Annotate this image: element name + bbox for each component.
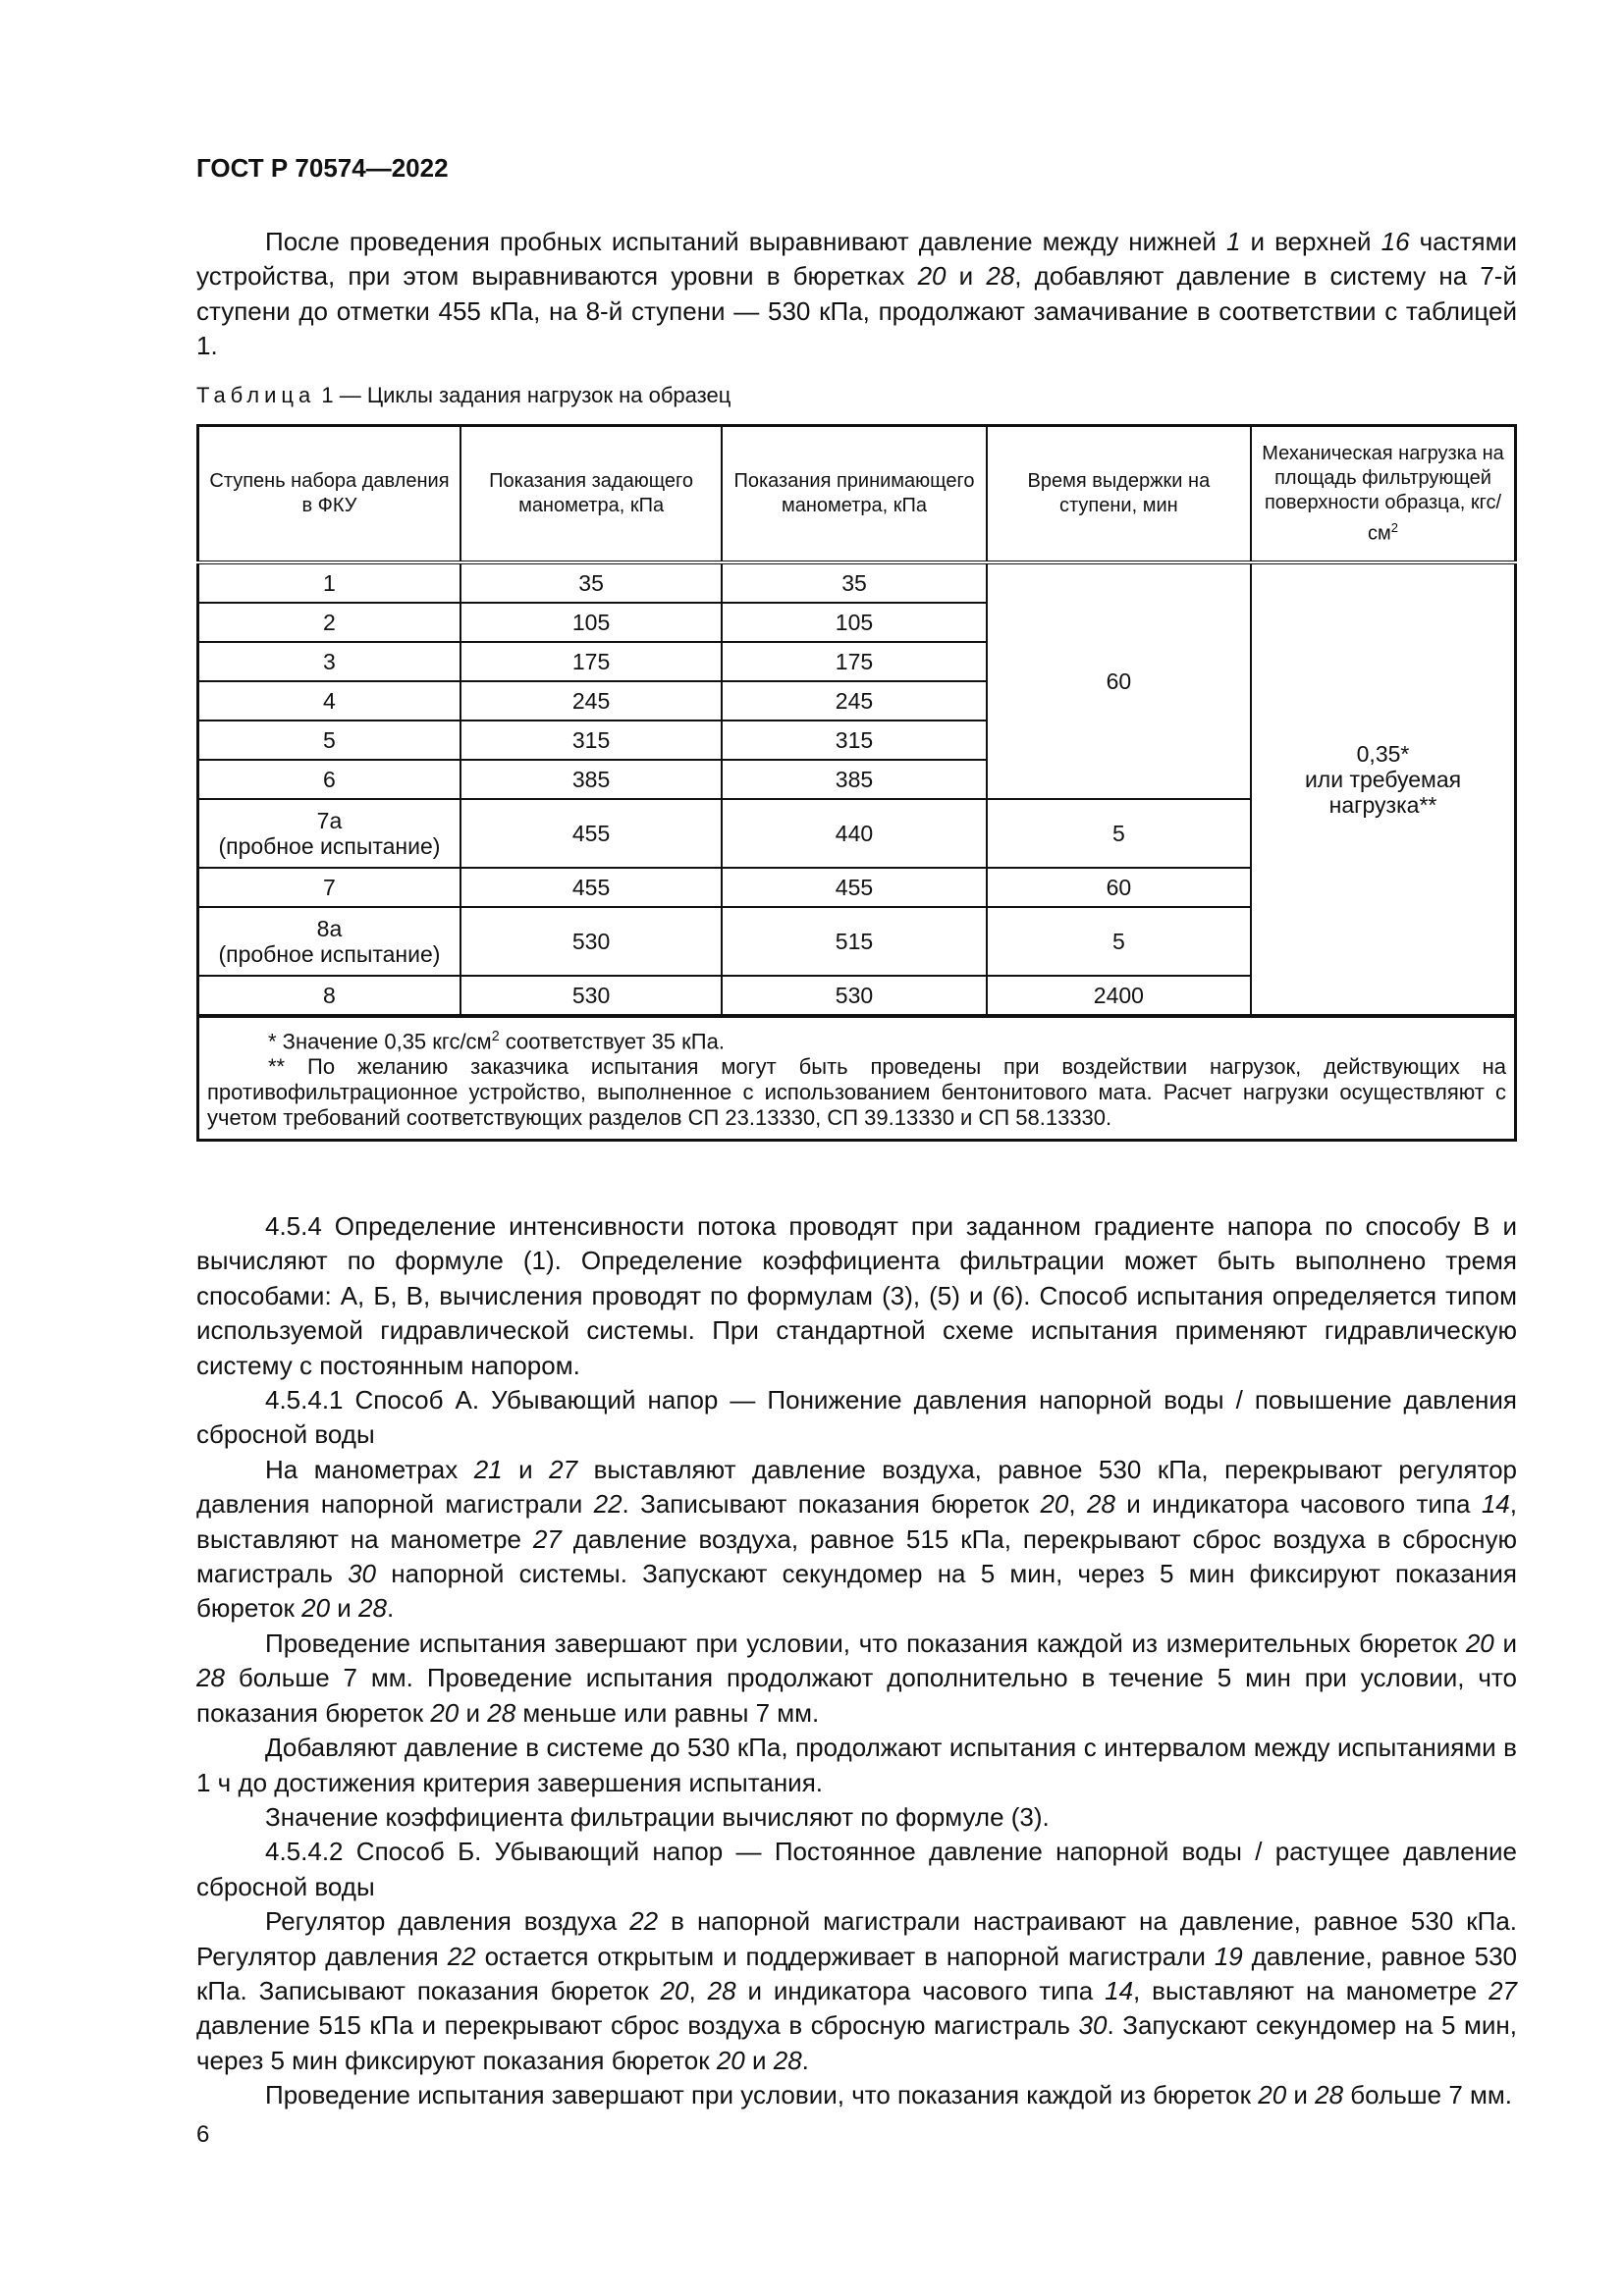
text-run: и индикатора часового типа bbox=[1114, 1489, 1482, 1520]
text-run: давление 515 кПа и перекрывают сброс воздуха в сбросную магистраль bbox=[196, 2010, 1079, 2041]
reference-number: 28 bbox=[1086, 1489, 1115, 1520]
header-sup: 2 bbox=[1390, 519, 1398, 535]
text-run: и индикатора часового типа bbox=[735, 1975, 1106, 2005]
reference-number: 20 bbox=[430, 1697, 460, 1728]
text-run: давление, равное 530 кПа. Записывают показания бюреток bbox=[196, 1941, 1518, 2005]
header-receiving-gauge: Показания принимающего манометра, кПа bbox=[722, 426, 986, 563]
text-run: 4.5.4.1 Способ А. Убывающий напор — Понижение давления напорной воды / повышение давления сбросной воды bbox=[196, 1385, 1517, 1450]
text-run: и bbox=[744, 2045, 774, 2075]
reference-number: 20 bbox=[1465, 1628, 1494, 1658]
text-run: и bbox=[1286, 2080, 1316, 2110]
cell-received-pressure: 385 bbox=[722, 760, 986, 799]
stage-note: (пробное испытание) bbox=[218, 941, 441, 967]
reference-number: 20 bbox=[301, 1593, 331, 1624]
footnote-1-text: * Значение 0,35 кгс/см bbox=[268, 1029, 492, 1054]
cell-received-pressure: 440 bbox=[722, 799, 986, 868]
body-paragraph bbox=[196, 1904, 1517, 2078]
cell-stage: 7 bbox=[198, 868, 460, 907]
cell-stage bbox=[198, 799, 460, 868]
reference-number: 28 bbox=[487, 1697, 516, 1728]
text-run: Добавляют давление в системе до 530 кПа, продолжают испытания с интервалом между испытаниями в 1 ч до достижения критерия завершения испытания. bbox=[196, 1733, 1517, 1797]
stage-label: 8а bbox=[316, 916, 343, 941]
text-run: и bbox=[330, 1593, 359, 1624]
text-run: больше 7 мм. bbox=[1343, 2080, 1512, 2110]
text-run: давление воздуха, равное 515 кПа, перекрывают сброс воздуха в сбросную магистраль bbox=[196, 1523, 1518, 1589]
text-run: На манометрах bbox=[265, 1454, 474, 1484]
text-run: . bbox=[801, 2045, 809, 2075]
reference-number: 28 bbox=[773, 2045, 802, 2075]
text-run: в напорной магистрали настраивают на давление, равное 530 кПа. Регулятор давления bbox=[196, 1906, 1518, 1971]
cell-hold-time: 60 bbox=[987, 868, 1251, 907]
stage-label: 7а bbox=[316, 808, 343, 833]
footnotes-cell bbox=[198, 1016, 1516, 1141]
footnote-2: ** По желанию заказчика испытания могут быть проведены при воздействии нагрузок, действующих на противофильтрационное устройство, выполненное с использованием бентонитового мата. Расчет нагрузки осуществляют с учетом требований соответствующих разделов СП 23.13330, СП 39.13330 и СП 58.13330. bbox=[207, 1054, 1506, 1131]
text-run: , bbox=[1068, 1489, 1087, 1520]
footnote-1-text-end: соответствует 35 кПа. bbox=[499, 1029, 725, 1054]
text-run: , выставляют на манометре bbox=[196, 1489, 1517, 1554]
text-run: , bbox=[688, 1975, 708, 2005]
text-run: напорной системы. Запускают секундомер на 5 мин, через 5 мин фиксируют показания бюреток bbox=[196, 1559, 1517, 1624]
cell-set-pressure: 455 bbox=[460, 868, 722, 907]
text-run: меньше или равны 7 мм. bbox=[515, 1697, 820, 1728]
table-caption-label: Таблица bbox=[196, 383, 316, 407]
cell-set-pressure: 455 bbox=[460, 799, 722, 868]
reference-number: 19 bbox=[1214, 1941, 1243, 1971]
reference-number: 27 bbox=[532, 1523, 562, 1554]
load-cycles-table bbox=[196, 424, 1517, 1142]
reference-number: 30 bbox=[348, 1559, 377, 1589]
reference-number: 20 bbox=[917, 261, 947, 292]
reference-number: 28 bbox=[707, 1975, 736, 2005]
header-set-gauge: Показания задающего манометра, кПа bbox=[460, 426, 722, 563]
text-run: 4.5.4 Определение интенсивности потока проводят при заданном градиенте напора по способу В и вычисляют по формуле (1). Определение коэффициента фильтрации может быть выполнено тремя способами: А, Б, В, вычисления проводят по формулам (3), (5) и (6). Способ испытания определяется типом используемой гидравлической системы. При стандартной схеме испытания применяют гидравлическую систему с постоянным напором. bbox=[196, 1211, 1517, 1380]
reference-number: 30 bbox=[1078, 2010, 1108, 2041]
cell-stage: 2 bbox=[198, 603, 460, 642]
cell-received-pressure: 105 bbox=[722, 603, 986, 642]
text-run: Значение коэффициента фильтрации вычисляют по формуле (3). bbox=[265, 1801, 1050, 1832]
body-paragraph bbox=[196, 1731, 1517, 1800]
body-paragraph bbox=[196, 1209, 1517, 1383]
header-hold-time: Время выдержки на ступени, мин bbox=[987, 426, 1251, 563]
text-run: Регулятор давления воздуха bbox=[265, 1906, 630, 1937]
cell-received-pressure: 35 bbox=[722, 562, 986, 603]
text-run: и bbox=[946, 261, 987, 292]
cell-stage: 5 bbox=[198, 721, 460, 760]
text-run: 4.5.4.2 Способ Б. Убывающий напор — Постоянное давление напорной воды / растущее давление сбросной воды bbox=[196, 1837, 1517, 1901]
cell-stage: 6 bbox=[198, 760, 460, 799]
reference-number: 20 bbox=[1258, 2080, 1287, 2110]
text-run: , выставляют на манометре bbox=[1133, 1975, 1489, 2005]
reference-number: 22 bbox=[593, 1489, 623, 1520]
text-run: больше 7 мм. Проведение испытания продолжают дополнительно в течение 5 мин при условии, что показания бюреток bbox=[196, 1663, 1517, 1728]
reference-number: 16 bbox=[1380, 227, 1410, 256]
load-value: 0,35* bbox=[1356, 741, 1410, 767]
reference-number: 22 bbox=[447, 1941, 476, 1971]
header-stage: Ступень набора давления в ФКУ bbox=[198, 426, 460, 563]
cell-hold-time: 2400 bbox=[987, 976, 1251, 1016]
body-paragraph bbox=[196, 1800, 1517, 1835]
cell-stage bbox=[198, 907, 460, 976]
reference-number: 27 bbox=[1489, 1975, 1517, 2005]
load-alt-2: нагрузка** bbox=[1328, 792, 1437, 818]
table-caption-text: 1 — Циклы задания нагрузок на образец bbox=[315, 383, 731, 407]
cell-set-pressure: 385 bbox=[460, 760, 722, 799]
table-footnotes bbox=[198, 1016, 1516, 1141]
text-run: Проведение испытания завершают при условии, что показания каждой из измерительных бюреток bbox=[265, 1628, 1466, 1658]
cell-mechanical-load bbox=[1251, 562, 1516, 1016]
cell-received-pressure: 315 bbox=[722, 721, 986, 760]
cell-stage: 1 bbox=[198, 562, 460, 603]
footnote-1-sup: 2 bbox=[491, 1029, 500, 1044]
text-run: . Запускают секундомер на 5 мин, через 5 мин фиксируют показания бюреток bbox=[196, 2010, 1517, 2075]
body-paragraph bbox=[196, 1453, 1517, 1627]
cell-set-pressure: 35 bbox=[460, 562, 722, 603]
reference-number: 20 bbox=[660, 1975, 689, 2005]
footnote-1 bbox=[207, 1024, 1506, 1054]
text-run: частями устройства, при этом выравниваются уровни в бюретках bbox=[196, 227, 1517, 292]
text-run: , добавляют давление в систему на 7-й ступени до отметки 455 кПа, на 8-й ступени — 530 кПа, продолжают замачивание в соответствии с таблицей 1. bbox=[196, 261, 1517, 361]
cell-received-pressure: 175 bbox=[722, 642, 986, 681]
text-run: Проведение испытания завершают при условии, что показания каждой из бюреток bbox=[265, 2080, 1259, 2110]
text-run: . Записывают показания бюреток bbox=[622, 1489, 1041, 1520]
reference-number: 22 bbox=[629, 1906, 659, 1937]
body-paragraph bbox=[196, 2078, 1517, 2112]
cell-hold-time: 5 bbox=[987, 799, 1251, 868]
reference-number: 28 bbox=[1315, 2080, 1344, 2110]
load-alt: или требуемая bbox=[1304, 767, 1462, 792]
body-paragraph bbox=[196, 1383, 1517, 1453]
text-run: и верхней bbox=[1240, 227, 1381, 256]
cell-received-pressure: 245 bbox=[722, 681, 986, 721]
reference-number: 20 bbox=[1040, 1489, 1069, 1520]
cell-set-pressure: 175 bbox=[460, 642, 722, 681]
text-run: остается открытым и поддерживает в напорной магистрали bbox=[475, 1941, 1215, 1971]
cell-hold-time: 5 bbox=[987, 907, 1251, 976]
cell-set-pressure: 530 bbox=[460, 976, 722, 1016]
text-run: После проведения пробных испытаний выравнивают давление между нижней bbox=[265, 227, 1226, 256]
text-run: и bbox=[459, 1697, 488, 1728]
cell-set-pressure: 245 bbox=[460, 681, 722, 721]
cell-set-pressure: 530 bbox=[460, 907, 722, 976]
reference-number: 28 bbox=[986, 261, 1015, 292]
reference-number: 28 bbox=[358, 1593, 387, 1624]
reference-number: 20 bbox=[716, 2045, 745, 2075]
intro-paragraph bbox=[196, 225, 1517, 364]
table-row bbox=[198, 562, 1516, 603]
reference-number: 1 bbox=[1225, 227, 1241, 256]
cell-received-pressure: 515 bbox=[722, 907, 986, 976]
page-number: 6 bbox=[196, 2121, 210, 2148]
cell-stage: 8 bbox=[198, 976, 460, 1016]
stage-note: (пробное испытание) bbox=[218, 833, 441, 859]
document-code: ГОСТ Р 70574—2022 bbox=[196, 153, 449, 183]
header-mechanical-load bbox=[1251, 426, 1516, 563]
reference-number: 28 bbox=[196, 1663, 225, 1693]
header-mechanical-load-text: Механическая нагрузка на площадь фильтрующей поверхности образца, кгс/см bbox=[1262, 442, 1504, 545]
cell-set-pressure: 105 bbox=[460, 603, 722, 642]
cell-received-pressure: 455 bbox=[722, 868, 986, 907]
body-paragraph bbox=[196, 1835, 1517, 1904]
reference-number: 14 bbox=[1481, 1489, 1510, 1520]
body-text bbox=[196, 1209, 1517, 2113]
text-run: и bbox=[1493, 1628, 1517, 1658]
reference-number: 21 bbox=[473, 1454, 503, 1484]
reference-number: 27 bbox=[549, 1454, 578, 1484]
reference-number: 14 bbox=[1105, 1975, 1134, 2005]
text-run: и bbox=[502, 1454, 550, 1484]
table-caption bbox=[196, 383, 1517, 408]
body-paragraph bbox=[196, 1627, 1517, 1731]
text-run: . bbox=[386, 1593, 395, 1624]
cell-hold-time-merged: 60 bbox=[987, 562, 1251, 799]
cell-stage: 3 bbox=[198, 642, 460, 681]
cell-received-pressure: 530 bbox=[722, 976, 986, 1016]
table-header-row bbox=[198, 426, 1516, 563]
text-run: выставляют давление воздуха, равное 530 кПа, перекрывают регулятор давления напорной магистрали bbox=[196, 1454, 1517, 1520]
cell-stage: 4 bbox=[198, 681, 460, 721]
cell-set-pressure: 315 bbox=[460, 721, 722, 760]
